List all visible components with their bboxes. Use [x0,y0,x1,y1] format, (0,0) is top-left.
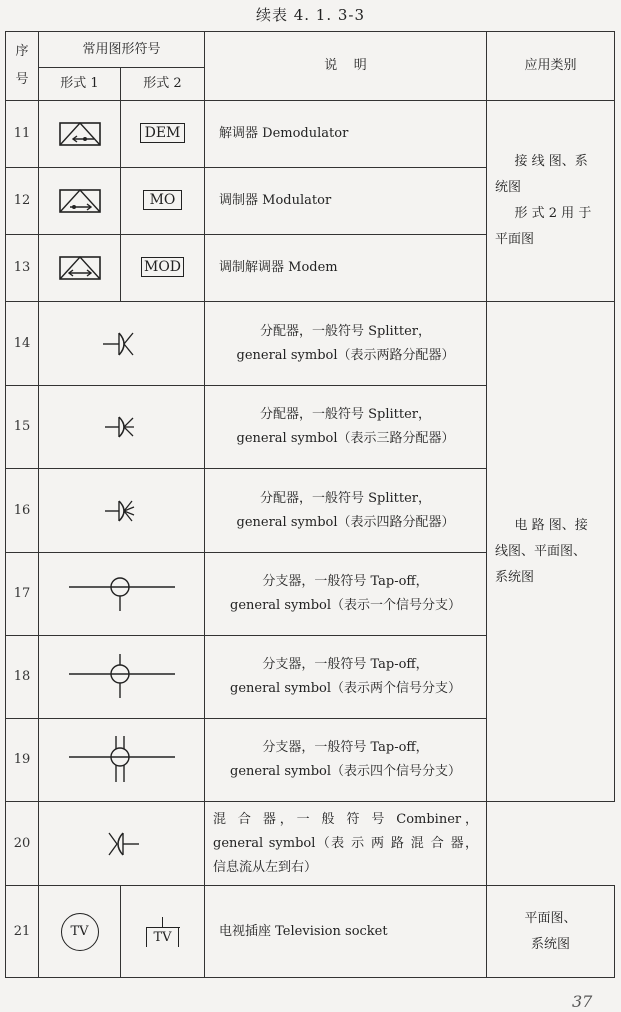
header-symbols: 常用图形符号 [39,32,205,68]
page-number: 37 [572,992,593,1011]
row-number: 13 [6,235,39,302]
splitter-3way-icon [97,410,147,444]
tap-off-4-icon [67,734,177,786]
table-row [6,886,615,978]
row-number: 11 [6,101,39,168]
header-description: 说 明 [205,32,487,101]
splitter-4way-icon [97,494,147,528]
header-seq: 序 号 [6,32,39,101]
row-number: 16 [6,469,39,553]
row-number: 15 [6,386,39,469]
table-row [6,101,615,168]
tap-off-2-icon [67,652,177,702]
application-group-3: 平面图、 系统图 [487,886,615,978]
header-form2: 形式 2 [121,68,205,101]
table-row [6,802,615,886]
row-number: 17 [6,553,39,636]
row-description: 分支器，一般符号 Tap-off， general symbol（表示一个信号分支） [205,553,487,636]
row-description: 分配器，一般符号 Splitter， general symbol（表示三路分配器） [205,386,487,469]
modulator-icon [56,187,104,215]
row-number: 20 [6,802,39,886]
header-form1: 形式 1 [39,68,121,101]
table-caption: 续表 4. 1. 3-3 [255,6,366,24]
row-number: 21 [6,886,39,978]
tv-socket-box-icon: TV [146,917,180,947]
row-description: 分支器，一般符号 Tap-off， general symbol（表示两个信号分支） [205,636,487,719]
splitter-2way-icon [97,327,147,361]
row-description: 混 合 器，一 般 符 号 Combiner， general symbol（表 示 两 路 混 合 器， 信息流从左到右） [205,802,487,886]
application-group-1: 接 线 图、系 统图 形 式 2 用 于 平面图 [487,101,615,302]
row-number: 12 [6,168,39,235]
header-application: 应用类别 [487,32,615,101]
row-description: 分配器，一般符号 Splitter， general symbol（表示两路分配器） [205,302,487,386]
row-number: 14 [6,302,39,386]
modem-icon [56,254,104,282]
row-description: 调制解调器 Modem [205,235,487,302]
table-row [6,302,615,386]
symbol-table [5,31,615,978]
demodulator-box-label: DEM [140,123,186,143]
tv-socket-circle-icon: TV [61,913,99,951]
row-description: 分配器，一般符号 Splitter， general symbol（表示四路分配器） [205,469,487,553]
modulator-box-label: MO [143,190,183,210]
row-description: 解调器 Demodulator [205,101,487,168]
row-description: 分支器，一般符号 Tap-off， general symbol（表示四个信号分支） [205,719,487,802]
application-group-2: 电 路 图、接 线图、平面图、 系统图 [487,302,615,802]
row-number: 19 [6,719,39,802]
demodulator-icon [56,120,104,148]
row-number: 18 [6,636,39,719]
tap-off-1-icon [67,571,177,617]
row-description: 电视插座 Television socket [205,886,487,978]
modem-box-label: MOD [141,257,184,277]
row-description: 调制器 Modulator [205,168,487,235]
combiner-icon [97,827,147,861]
